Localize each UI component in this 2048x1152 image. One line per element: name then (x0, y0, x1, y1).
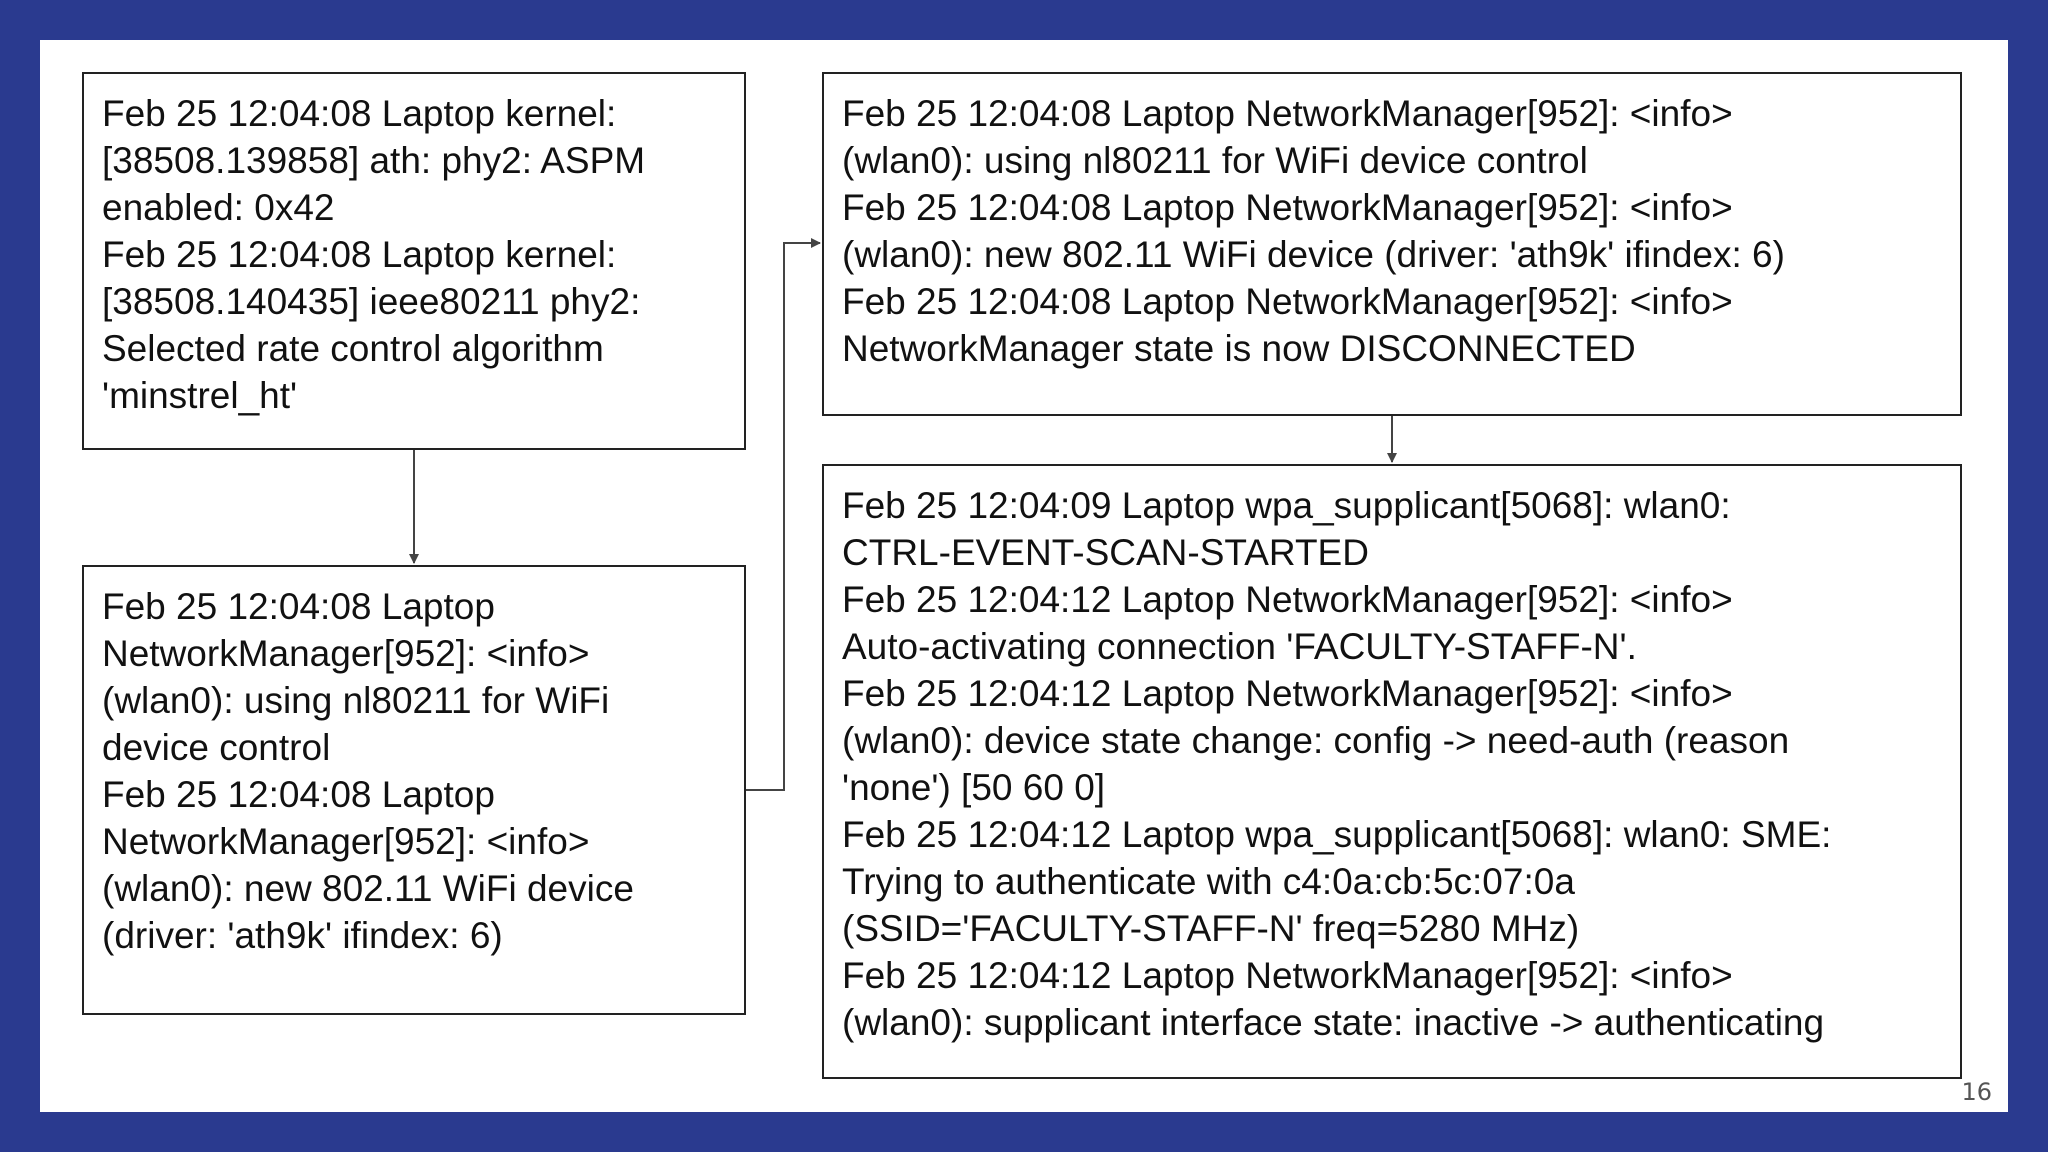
log-line: Trying to authenticate with c4:0a:cb:5c:07:0a (842, 861, 1575, 902)
log-line: (driver: 'ath9k' ifindex: 6) (102, 915, 503, 956)
page-number: 16 (1961, 1078, 1992, 1106)
log-line: NetworkManager[952]: <info> (102, 633, 590, 674)
log-line: Selected rate control algorithm (102, 328, 604, 369)
log-line: Feb 25 12:04:08 Laptop (102, 586, 495, 627)
log-box-nm-state (822, 72, 1962, 416)
log-line: Feb 25 12:04:12 Laptop wpa_supplicant[5068]: wlan0: SME: (842, 814, 1832, 855)
log-line: device control (102, 727, 331, 768)
log-line: NetworkManager[952]: <info> (102, 821, 590, 862)
log-line: (wlan0): supplicant interface state: inactive -> authenticating (842, 1002, 1825, 1043)
log-line: Feb 25 12:04:12 Laptop NetworkManager[952]: <info> (842, 955, 1733, 996)
log-line: (SSID='FACULTY-STAFF-N' freq=5280 MHz) (842, 908, 1580, 949)
log-line: [38508.140435] ieee80211 phy2: (102, 281, 641, 322)
log-line: (wlan0): new 802.11 WiFi device (102, 868, 634, 909)
log-line: Feb 25 12:04:08 Laptop NetworkManager[952]: <info> (842, 281, 1733, 322)
arrow-nm-device-to-nm-state (746, 243, 820, 790)
log-line: (wlan0): using nl80211 for WiFi device control (842, 140, 1588, 181)
log-line: (wlan0): device state change: config -> need-auth (reason (842, 720, 1790, 761)
slide (40, 40, 2008, 1112)
log-line: Feb 25 12:04:09 Laptop wpa_supplicant[5068]: wlan0: (842, 485, 1731, 526)
log-line: [38508.139858] ath: phy2: ASPM (102, 140, 646, 181)
log-line: Auto-activating connection 'FACULTY-STAFF-N'. (842, 626, 1637, 667)
log-line: Feb 25 12:04:08 Laptop NetworkManager[952]: <info> (842, 187, 1733, 228)
log-line: Feb 25 12:04:08 Laptop (102, 774, 495, 815)
log-box-kernel (82, 72, 746, 450)
log-line: Feb 25 12:04:12 Laptop NetworkManager[952]: <info> (842, 673, 1733, 714)
log-line: (wlan0): new 802.11 WiFi device (driver: 'ath9k' ifindex: 6) (842, 234, 1785, 275)
log-line: (wlan0): using nl80211 for WiFi (102, 680, 610, 721)
log-line: Feb 25 12:04:12 Laptop NetworkManager[952]: <info> (842, 579, 1733, 620)
log-line: NetworkManager state is now DISCONNECTED (842, 328, 1636, 369)
log-line: CTRL-EVENT-SCAN-STARTED (842, 532, 1369, 573)
log-box-nm-device (82, 565, 746, 1015)
log-line: 'none') [50 60 0] (842, 767, 1106, 808)
log-line: Feb 25 12:04:08 Laptop NetworkManager[952]: <info> (842, 93, 1733, 134)
log-line: 'minstrel_ht' (102, 375, 298, 416)
log-line: Feb 25 12:04:08 Laptop kernel: (102, 234, 617, 275)
log-line: Feb 25 12:04:08 Laptop kernel: (102, 93, 617, 134)
log-line: enabled: 0x42 (102, 187, 335, 228)
log-box-wpa-auth (822, 464, 1962, 1079)
